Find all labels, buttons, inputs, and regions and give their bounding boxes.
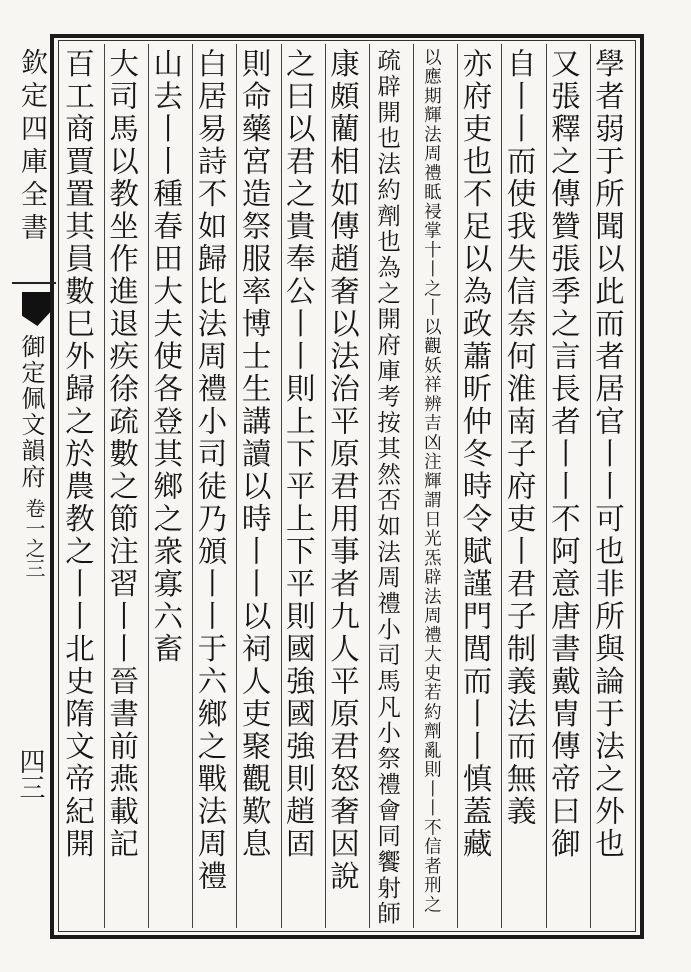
juan-label: 卷一之三 (22, 498, 46, 578)
collection-title: 御定佩文韻府 (17, 334, 45, 490)
text-column: 又張釋之傳贊張季之言長者丨丨不阿意唐書戴冑傳帝曰御 (546, 44, 590, 928)
text-column: 自丨丨而使我失信奈何淮南子府吏丨君子制義法而無義 (501, 44, 545, 928)
text-column: 則命藥宮造祭服率博士生講讀以時丨丨以祠人吏聚觀歎息 (236, 44, 280, 928)
text-column: 康頗藺相如傳趙奢以法治平原君用事者九人平原君怒奢因說 (325, 44, 369, 928)
text-column: 以應期輝法周禮眡祲掌十丨之丨以觀妖祥辨吉凶注輝謂日光炁辟法周禮大史若約劑亂則丨丨不信者刑之 (413, 44, 457, 928)
text-column: 百工商賈置其員數巳外歸之於農教之丨丨北史隋文帝紀開 (60, 48, 95, 861)
book-title: 欽定四庫全書 (16, 48, 47, 246)
leaf-number: 四三 (15, 748, 45, 800)
text-column: 大司馬以教坐作進退疾徐疏數之節注習丨丨晉書前燕載記 (104, 44, 148, 928)
text-column: 疏辟開也法約劑也為之開府庫考按其然否如法周禮小司馬凡小祭禮會同饗射師 (369, 44, 413, 928)
text-column: 亦府吏也不足以為政蕭昕仲冬時令賦謹門閭而丨丨慎蓋藏 (457, 44, 501, 928)
text-column: 之曰以君之貴奉公丨丨則上下平上下平則國強國強則趙固 (281, 44, 325, 928)
fishtail-rule (12, 282, 56, 284)
text-column: 學者弱于所聞以此而者居官丨丨可也非所與論于法之外也 (590, 44, 634, 928)
text-column: 山去丨丨種春田大夫使各登其鄉之衆寡六畜 (148, 44, 192, 928)
text-column: 白居易詩不如歸比法周禮小司徒乃頒丨丨于六鄉之戰法周禮 (192, 44, 236, 928)
text-columns (60, 44, 634, 928)
